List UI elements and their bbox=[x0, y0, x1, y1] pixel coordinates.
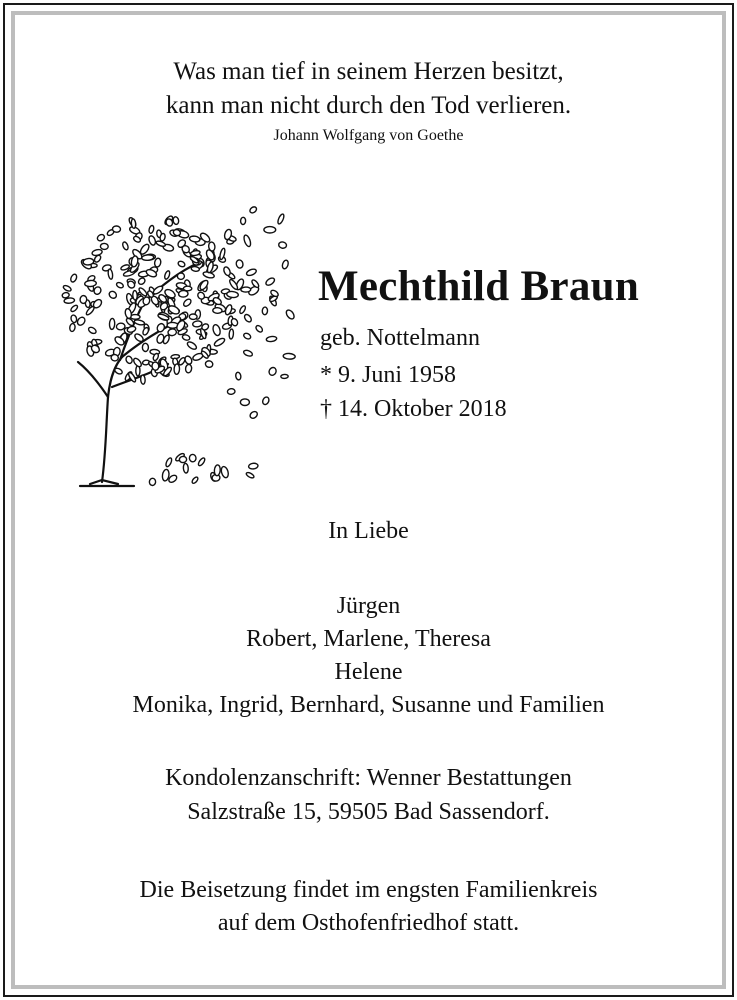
windblown-tree-icon bbox=[50, 192, 300, 492]
funeral-line-1: Die Beisetzung findet im engsten Familienkreis bbox=[139, 877, 598, 903]
quote-line-1: Was man tief in seinem Herzen besitzt, bbox=[173, 58, 564, 85]
birth-date: * 9. Juni 1958 bbox=[320, 362, 457, 388]
condolence-line-1: Kondolenzanschrift: Wenner Bestattungen bbox=[165, 765, 572, 791]
quote-author: Johann Wolfgang von Goethe bbox=[273, 127, 464, 144]
mourner-line: Monika, Ingrid, Bernhard, Susanne und Familien bbox=[132, 692, 605, 718]
death-date: † 14. Oktober 2018 bbox=[320, 396, 507, 422]
quote-line-2: kann man nicht durch den Tod verlieren. bbox=[165, 92, 572, 119]
deceased-name: Mechthild Braun bbox=[318, 263, 640, 310]
funeral-line-2: auf dem Osthofenfriedhof statt. bbox=[217, 910, 520, 936]
maiden-name: geb. Nottelmann bbox=[320, 325, 480, 351]
dedication: In Liebe bbox=[328, 518, 409, 544]
inner-border bbox=[11, 11, 726, 989]
mourner-line: Helene bbox=[334, 659, 403, 685]
mourner-line: Robert, Marlene, Theresa bbox=[246, 626, 491, 652]
mourner-line: Jürgen bbox=[336, 593, 401, 619]
condolence-line-2: Salzstraße 15, 59505 Bad Sassendorf. bbox=[187, 799, 550, 825]
